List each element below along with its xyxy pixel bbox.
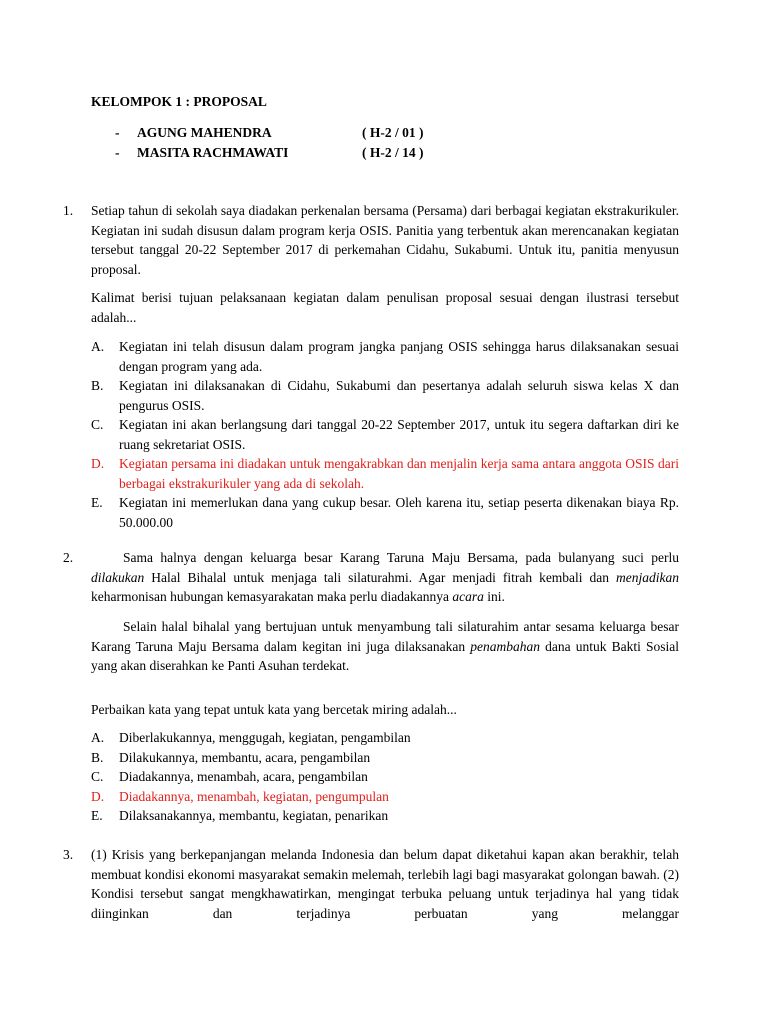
italic-word: penambahan xyxy=(470,638,541,654)
italic-word: dilakukan xyxy=(91,569,145,585)
question-2-options xyxy=(91,728,679,826)
question-number: 1. xyxy=(63,203,74,218)
option-a: A. Diberlakukannya, menggugah, kegiatan, pengambilan xyxy=(91,730,411,745)
option-d-answer: D. Diadakannya, menambah, kegiatan, pengumpulan xyxy=(91,788,389,804)
question-number: 2. xyxy=(63,550,74,565)
option-e: E. Kegiatan ini memerlukan dana yang cukup besar. Oleh karena itu, setiap peserta dikenakan biaya Rp. 50.000.00 xyxy=(91,495,679,530)
member-dash: - xyxy=(115,145,120,160)
question-1-options xyxy=(91,337,679,532)
question-2-prompt: Perbaikan kata yang tepat untuk kata yang bercetak miring adalah... xyxy=(91,702,457,717)
member-code: ( H-2 / 01 ) xyxy=(362,125,424,140)
option-a: A. Kegiatan ini telah disusun dalam program jangka panjang OSIS sehingga harus dilaksanakan sesuai dengan program yang ada. xyxy=(91,339,679,374)
option-b: B. Kegiatan ini dilaksanakan di Cidahu, Sukabumi dan pesertanya adalah seluruh siswa kelas X dan pengurus OSIS. xyxy=(91,378,679,413)
option-b: B. Dilakukannya, membantu, acara, pengambilan xyxy=(91,749,371,765)
member-name: AGUNG MAHENDRA xyxy=(137,125,272,140)
option-c: C. Diadakannya, menambah, acara, pengambilan xyxy=(91,769,368,784)
question-2-paragraph-2: Selain halal bihalal yang bertujuan untuk menyambung tali silaturahim antar sesama keluarga besar Karang Taruna Maju Bersama dalam kegitan ini juga dilaksanakan penambahan dana untuk Bakti Sosial yang akan diserahkan ke Panti Asuhan terdekat. xyxy=(91,619,679,673)
option-c: C. Kegiatan ini akan berlangsung dari tanggal 20-22 September 2017, untuk itu segera daftarkan diri ke ruang sekretariat OSIS. xyxy=(91,417,679,452)
question-number: 3. xyxy=(63,847,74,862)
question-3-paragraph: (1) Krisis yang berkepanjangan melanda Indonesia dan belum dapat diketahui kapan akan berakhir, telah membuat kondisi ekonomi masyarakat semakin melemah, terlebih lagi bagi masyarakat golongan bawah. (2) Kondisi tersebut sangat mengkhawatirkan, mengingat terbuka peluang untuk terjadinya hal yang tidak diinginkan dan terjadinya perbuatan yang melanggar xyxy=(91,847,679,921)
question-2-paragraph-1: Sama halnya dengan keluarga besar Karang Taruna Maju Bersama, pada bulanyang suci perlu dilakukan Halal Bihalal untuk menjaga tali silaturahmi. Agar menjadi fitrah kembali dan menjadikan keharmonisan hubungan kemasyarakatan maka perlu diadakannya acara ini. xyxy=(91,550,679,604)
document-title: KELOMPOK 1 : PROPOSAL xyxy=(91,94,267,109)
question-1-paragraph: Setiap tahun di sekolah saya diadakan perkenalan bersama (Persama) dari berbagai kegiatan ekstrakurikuler. Kegiatan ini sudah disusun dalam program kerja OSIS. Panitia yang terbentuk akan merencanakan kegiatan tersebut tanggal 20-22 September 2017 di perkemahan Cidahu, Sukabumi. Untuk itu, panitia menyusun proposal. xyxy=(91,203,679,277)
member-dash: - xyxy=(115,125,120,140)
italic-word: acara xyxy=(452,589,484,604)
option-e: E. Dilaksanakannya, membantu, kegiatan, penarikan xyxy=(91,808,389,823)
member-name: MASITA RACHMAWATI xyxy=(137,145,289,160)
question-1-prompt: Kalimat berisi tujuan pelaksanaan kegiatan dalam penulisan proposal sesuai dengan ilustrasi tersebut adalah... xyxy=(91,290,679,325)
option-d-answer: D. Kegiatan persama ini diadakan untuk mengakrabkan dan menjalin kerja sama antara anggota OSIS dari berbagai ekstrakurikuler yang ada di sekolah. xyxy=(91,456,679,491)
italic-word: menjadikan xyxy=(616,569,679,585)
member-code: ( H-2 / 14 ) xyxy=(362,145,424,160)
